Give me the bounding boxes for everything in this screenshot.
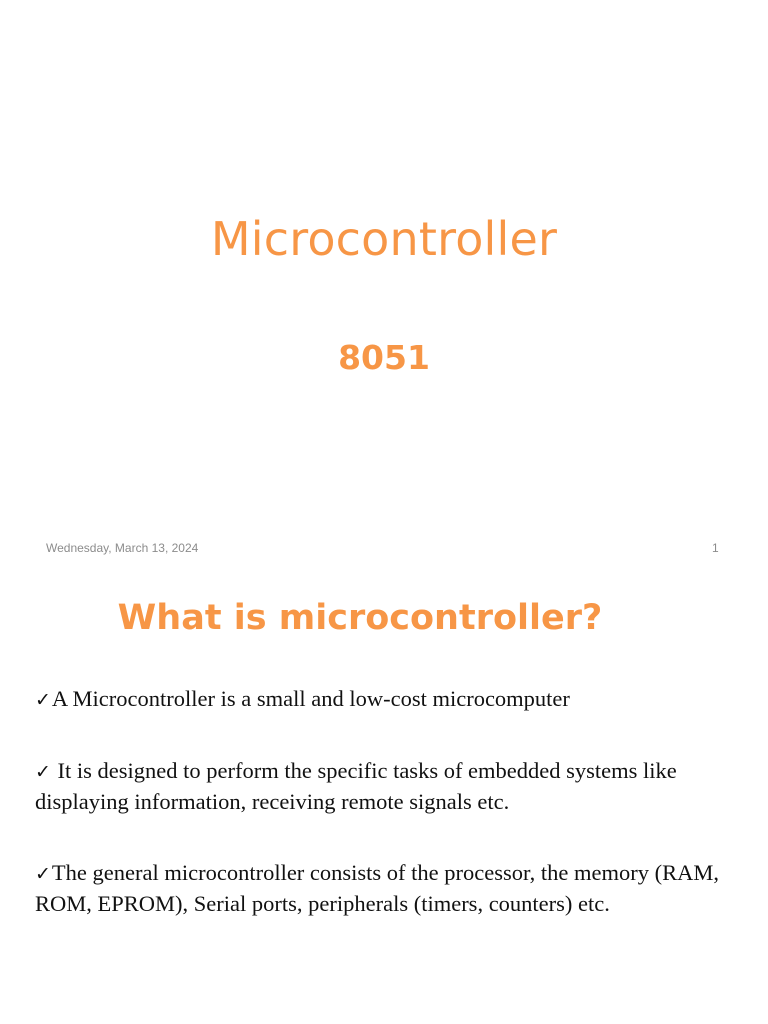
- checkmark-icon: ✓: [35, 761, 51, 783]
- footer-date: Wednesday, March 13, 2024: [46, 541, 199, 555]
- slide-subtitle: 8051: [338, 338, 430, 377]
- bullet-list: [35, 684, 745, 960]
- slide-2: [0, 576, 768, 1024]
- bullet-text: It is designed to perform the specific tasks of embedded systems like displaying information, receiving remote signals etc.: [35, 758, 677, 814]
- bullet-item: [35, 756, 745, 817]
- page-number: 1: [712, 541, 719, 555]
- bullet-item: [35, 858, 745, 919]
- checkmark-icon: ✓: [35, 863, 51, 885]
- slide-title: Microcontroller: [210, 212, 558, 266]
- bullet-text: A Microcontroller is a small and low-cost microcomputer: [51, 686, 570, 711]
- slide-heading: What is microcontroller?: [117, 598, 603, 638]
- bullet-text: The general microcontroller consists of the processor, the memory (RAM, ROM, EPROM), Serial ports, peripherals (timers, counters) etc.: [35, 860, 719, 916]
- bullet-item: [35, 684, 745, 715]
- checkmark-icon: ✓: [35, 689, 51, 711]
